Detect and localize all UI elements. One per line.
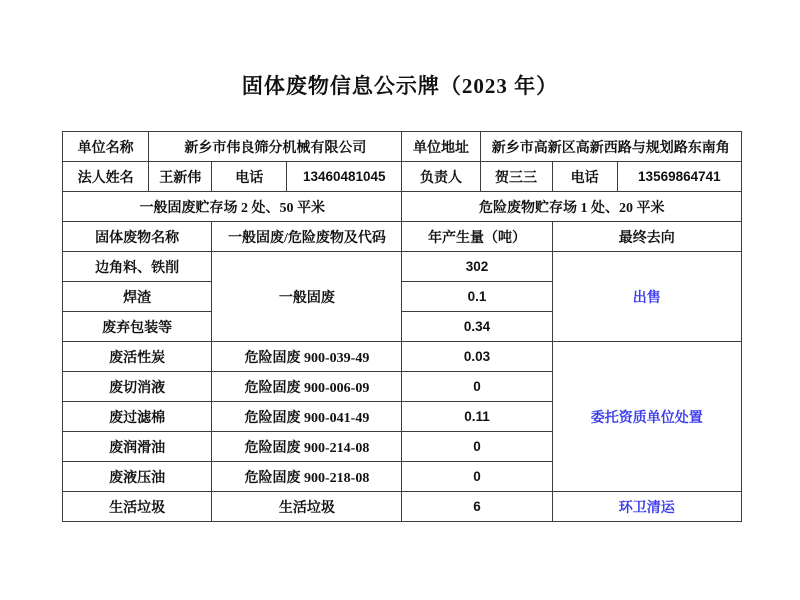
header-waste-name: 固体废物名称 — [63, 222, 212, 252]
phone2-label: 电话 — [552, 162, 617, 192]
waste-amount: 6 — [402, 492, 552, 522]
row-contacts — [63, 162, 742, 192]
waste-amount: 0 — [402, 462, 552, 492]
row-headers — [63, 222, 742, 252]
waste-type: 一般固废 — [212, 252, 402, 342]
manager-label: 负责人 — [402, 162, 480, 192]
waste-name: 废弃包装等 — [63, 312, 212, 342]
unit-address-label: 单位地址 — [402, 132, 480, 162]
waste-amount: 0.11 — [402, 402, 552, 432]
waste-amount: 302 — [402, 252, 552, 282]
waste-type: 生活垃圾 — [212, 492, 402, 522]
phone1-value: 13460481045 — [287, 162, 402, 192]
row-storage — [63, 192, 742, 222]
table-row — [63, 252, 742, 282]
page-title: 固体废物信息公示牌（2023 年） — [241, 74, 559, 98]
table-row — [63, 492, 742, 522]
waste-type: 危险固废 900-006-09 — [212, 372, 402, 402]
waste-amount: 0.03 — [402, 342, 552, 372]
waste-name: 边角料、铁削 — [63, 252, 212, 282]
manager-value: 贺三三 — [480, 162, 552, 192]
unit-address-value: 新乡市高新区高新西路与规划路东南角 — [480, 132, 741, 162]
general-storage-info: 一般固废贮存场 2 处、50 平米 — [63, 192, 402, 222]
hazard-storage-info: 危险废物贮存场 1 处、20 平米 — [402, 192, 742, 222]
waste-destination: 出售 — [552, 252, 741, 342]
waste-type: 危险固废 900-214-08 — [212, 432, 402, 462]
row-unit-info — [63, 132, 742, 162]
unit-name-value: 新乡市伟良筛分机械有限公司 — [149, 132, 402, 162]
waste-amount: 0 — [402, 432, 552, 462]
header-type-code: 一般固废/危险废物及代码 — [212, 222, 402, 252]
waste-name: 废润滑油 — [63, 432, 212, 462]
waste-name: 生活垃圾 — [63, 492, 212, 522]
waste-destination: 环卫清运 — [552, 492, 741, 522]
disclosure-table — [62, 131, 742, 522]
phone1-label: 电话 — [212, 162, 287, 192]
waste-amount: 0.34 — [402, 312, 552, 342]
waste-amount: 0.1 — [402, 282, 552, 312]
header-destination: 最终去向 — [552, 222, 741, 252]
waste-name: 废液压油 — [63, 462, 212, 492]
waste-name: 废活性炭 — [63, 342, 212, 372]
waste-name: 废切消液 — [63, 372, 212, 402]
waste-type: 危险固废 900-039-49 — [212, 342, 402, 372]
waste-name: 废过滤棉 — [63, 402, 212, 432]
waste-name: 焊渣 — [63, 282, 212, 312]
legal-person-label: 法人姓名 — [63, 162, 149, 192]
waste-amount: 0 — [402, 372, 552, 402]
table-row — [63, 342, 742, 372]
header-annual-amount: 年产生量（吨） — [402, 222, 552, 252]
unit-name-label: 单位名称 — [63, 132, 149, 162]
waste-type: 危险固废 900-041-49 — [212, 402, 402, 432]
waste-type: 危险固废 900-218-08 — [212, 462, 402, 492]
legal-person-value: 王新伟 — [149, 162, 212, 192]
waste-destination: 委托资质单位处置 — [552, 342, 741, 492]
phone2-value: 13569864741 — [617, 162, 741, 192]
